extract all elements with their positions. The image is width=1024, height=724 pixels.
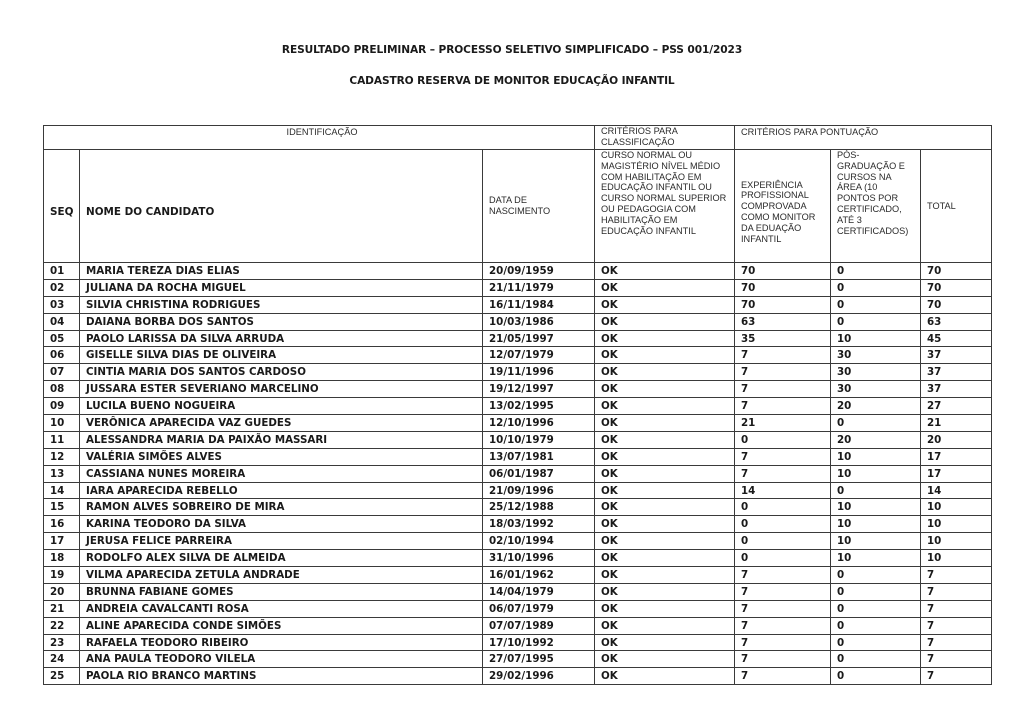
column-header-data: DATA DE NASCIMENTO xyxy=(483,150,595,263)
column-header-row xyxy=(44,150,992,263)
cell-experiencia: 7 xyxy=(735,381,831,398)
group-header-pontuacao: CRITÉRIOS PARA PONTUAÇÃO xyxy=(735,126,992,150)
cell-total: 17 xyxy=(921,465,992,482)
cell-seq: 02 xyxy=(44,279,80,296)
document-title: RESULTADO PRELIMINAR – PROCESSO SELETIVO SIMPLIFICADO – PSS 001/2023 xyxy=(281,44,743,56)
table-row xyxy=(44,567,992,584)
column-header-classificacao: CURSO NORMAL OU MAGISTÉRIO NÍVEL MÉDIO COM HABILITAÇÃO EM EDUCAÇÃO INFANTIL OU CURSO NORMAL SUPERIOR OU PEDAGOGIA COM HABILITAÇÃO EM EDUCAÇÃO INFANTIL xyxy=(595,150,735,263)
cell-classificacao: OK xyxy=(595,364,735,381)
cell-data: 10/10/1979 xyxy=(483,431,595,448)
cell-data: 12/10/1996 xyxy=(483,415,595,432)
cell-seq: 08 xyxy=(44,381,80,398)
cell-data: 20/09/1959 xyxy=(483,263,595,280)
cell-classificacao: OK xyxy=(595,263,735,280)
table-row xyxy=(44,364,992,381)
cell-pos: 10 xyxy=(831,448,921,465)
cell-data: 13/07/1981 xyxy=(483,448,595,465)
table-row xyxy=(44,448,992,465)
cell-data: 17/10/1992 xyxy=(483,634,595,651)
cell-total: 14 xyxy=(921,482,992,499)
cell-data: 13/02/1995 xyxy=(483,398,595,415)
cell-seq: 13 xyxy=(44,465,80,482)
cell-experiencia: 0 xyxy=(735,550,831,567)
cell-pos: 0 xyxy=(831,279,921,296)
cell-seq: 01 xyxy=(44,263,80,280)
cell-experiencia: 7 xyxy=(735,668,831,685)
table-row xyxy=(44,465,992,482)
cell-pos: 0 xyxy=(831,415,921,432)
cell-total: 37 xyxy=(921,381,992,398)
cell-nome: PAOLO LARISSA DA SILVA ARRUDA xyxy=(80,330,483,347)
cell-data: 19/11/1996 xyxy=(483,364,595,381)
cell-pos: 30 xyxy=(831,347,921,364)
cell-seq: 06 xyxy=(44,347,80,364)
cell-classificacao: OK xyxy=(595,516,735,533)
cell-experiencia: 7 xyxy=(735,583,831,600)
cell-classificacao: OK xyxy=(595,313,735,330)
cell-total: 10 xyxy=(921,533,992,550)
cell-nome: VILMA APARECIDA ZETULA ANDRADE xyxy=(80,567,483,584)
cell-nome: RAFAELA TEODORO RIBEIRO xyxy=(80,634,483,651)
cell-classificacao: OK xyxy=(595,482,735,499)
cell-experiencia: 0 xyxy=(735,431,831,448)
cell-experiencia: 70 xyxy=(735,296,831,313)
table-row xyxy=(44,347,992,364)
cell-experiencia: 7 xyxy=(735,651,831,668)
cell-seq: 25 xyxy=(44,668,80,685)
cell-data: 21/05/1997 xyxy=(483,330,595,347)
cell-seq: 09 xyxy=(44,398,80,415)
cell-total: 7 xyxy=(921,651,992,668)
cell-classificacao: OK xyxy=(595,296,735,313)
cell-nome: IARA APARECIDA REBELLO xyxy=(80,482,483,499)
cell-pos: 0 xyxy=(831,313,921,330)
cell-experiencia: 0 xyxy=(735,516,831,533)
cell-nome: MARIA TEREZA DIAS ELIAS xyxy=(80,263,483,280)
cell-classificacao: OK xyxy=(595,499,735,516)
cell-nome: JERUSA FELICE PARREIRA xyxy=(80,533,483,550)
cell-total: 7 xyxy=(921,668,992,685)
cell-experiencia: 70 xyxy=(735,263,831,280)
cell-pos: 0 xyxy=(831,617,921,634)
table-row xyxy=(44,398,992,415)
group-header-classificacao: CRITÉRIOS PARA CLASSIFICAÇÃO xyxy=(595,126,735,150)
results-table xyxy=(43,125,992,685)
cell-experiencia: 35 xyxy=(735,330,831,347)
cell-nome: JULIANA DA ROCHA MIGUEL xyxy=(80,279,483,296)
cell-nome: RODOLFO ALEX SILVA DE ALMEIDA xyxy=(80,550,483,567)
table-row xyxy=(44,296,992,313)
cell-classificacao: OK xyxy=(595,465,735,482)
cell-classificacao: OK xyxy=(595,651,735,668)
cell-seq: 03 xyxy=(44,296,80,313)
cell-total: 37 xyxy=(921,364,992,381)
cell-experiencia: 63 xyxy=(735,313,831,330)
cell-seq: 22 xyxy=(44,617,80,634)
cell-experiencia: 7 xyxy=(735,617,831,634)
table-row xyxy=(44,381,992,398)
cell-total: 7 xyxy=(921,600,992,617)
cell-pos: 0 xyxy=(831,668,921,685)
cell-classificacao: OK xyxy=(595,448,735,465)
table-row xyxy=(44,583,992,600)
cell-total: 7 xyxy=(921,634,992,651)
table-row xyxy=(44,651,992,668)
cell-pos: 10 xyxy=(831,499,921,516)
table-row xyxy=(44,617,992,634)
table-row xyxy=(44,415,992,432)
cell-data: 29/02/1996 xyxy=(483,668,595,685)
cell-data: 31/10/1996 xyxy=(483,550,595,567)
cell-data: 21/11/1979 xyxy=(483,279,595,296)
cell-total: 63 xyxy=(921,313,992,330)
cell-pos: 10 xyxy=(831,550,921,567)
cell-seq: 04 xyxy=(44,313,80,330)
cell-seq: 15 xyxy=(44,499,80,516)
cell-total: 45 xyxy=(921,330,992,347)
cell-nome: ANA PAULA TEODORO VILELA xyxy=(80,651,483,668)
table-row xyxy=(44,550,992,567)
cell-data: 06/07/1979 xyxy=(483,600,595,617)
cell-nome: VALÉRIA SIMÕES ALVES xyxy=(80,448,483,465)
cell-classificacao: OK xyxy=(595,600,735,617)
cell-total: 7 xyxy=(921,567,992,584)
cell-experiencia: 7 xyxy=(735,634,831,651)
cell-pos: 0 xyxy=(831,482,921,499)
cell-total: 70 xyxy=(921,296,992,313)
cell-nome: CINTIA MARIA DOS SANTOS CARDOSO xyxy=(80,364,483,381)
cell-experiencia: 7 xyxy=(735,567,831,584)
cell-total: 10 xyxy=(921,499,992,516)
cell-seq: 11 xyxy=(44,431,80,448)
cell-classificacao: OK xyxy=(595,668,735,685)
cell-pos: 0 xyxy=(831,600,921,617)
cell-experiencia: 21 xyxy=(735,415,831,432)
cell-experiencia: 7 xyxy=(735,347,831,364)
table-row xyxy=(44,533,992,550)
cell-data: 12/07/1979 xyxy=(483,347,595,364)
cell-nome: ALINE APARECIDA CONDE SIMÕES xyxy=(80,617,483,634)
table-row xyxy=(44,279,992,296)
cell-total: 17 xyxy=(921,448,992,465)
cell-data: 18/03/1992 xyxy=(483,516,595,533)
cell-total: 10 xyxy=(921,516,992,533)
cell-nome: ANDREIA CAVALCANTI ROSA xyxy=(80,600,483,617)
table-row xyxy=(44,668,992,685)
cell-seq: 16 xyxy=(44,516,80,533)
cell-classificacao: OK xyxy=(595,431,735,448)
cell-total: 10 xyxy=(921,550,992,567)
cell-pos: 0 xyxy=(831,583,921,600)
cell-pos: 0 xyxy=(831,634,921,651)
cell-nome: SILVIA CHRISTINA RODRIGUES xyxy=(80,296,483,313)
document-subtitle: CADASTRO RESERVA DE MONITOR EDUCAÇÃO INFANTIL xyxy=(349,75,675,87)
column-header-pos: PÓS-GRADUAÇÃO E CURSOS NA ÁREA (10 PONTOS POR CERTIFICADO, ATÉ 3 CERTIFICADOS) xyxy=(831,150,921,263)
table-row xyxy=(44,431,992,448)
cell-seq: 12 xyxy=(44,448,80,465)
column-header-seq: SEQ xyxy=(44,150,80,263)
cell-nome: LUCILA BUENO NOGUEIRA xyxy=(80,398,483,415)
table-row xyxy=(44,516,992,533)
cell-pos: 20 xyxy=(831,431,921,448)
cell-data: 02/10/1994 xyxy=(483,533,595,550)
table-row xyxy=(44,263,992,280)
cell-pos: 10 xyxy=(831,465,921,482)
cell-total: 7 xyxy=(921,583,992,600)
cell-total: 7 xyxy=(921,617,992,634)
cell-experiencia: 70 xyxy=(735,279,831,296)
cell-data: 19/12/1997 xyxy=(483,381,595,398)
cell-experiencia: 7 xyxy=(735,465,831,482)
cell-nome: JUSSARA ESTER SEVERIANO MARCELINO xyxy=(80,381,483,398)
cell-total: 70 xyxy=(921,279,992,296)
cell-seq: 07 xyxy=(44,364,80,381)
cell-data: 25/12/1988 xyxy=(483,499,595,516)
cell-total: 37 xyxy=(921,347,992,364)
cell-pos: 0 xyxy=(831,567,921,584)
cell-pos: 0 xyxy=(831,651,921,668)
cell-pos: 10 xyxy=(831,330,921,347)
cell-pos: 30 xyxy=(831,364,921,381)
cell-seq: 18 xyxy=(44,550,80,567)
cell-seq: 24 xyxy=(44,651,80,668)
group-header-identificacao: IDENTIFICAÇÃO xyxy=(44,126,595,150)
cell-classificacao: OK xyxy=(595,398,735,415)
cell-classificacao: OK xyxy=(595,583,735,600)
cell-classificacao: OK xyxy=(595,415,735,432)
cell-nome: BRUNNA FABIANE GOMES xyxy=(80,583,483,600)
cell-experiencia: 7 xyxy=(735,398,831,415)
cell-seq: 14 xyxy=(44,482,80,499)
cell-classificacao: OK xyxy=(595,381,735,398)
group-header-row xyxy=(44,126,992,150)
cell-data: 27/07/1995 xyxy=(483,651,595,668)
cell-experiencia: 7 xyxy=(735,600,831,617)
table-row xyxy=(44,313,992,330)
cell-nome: KARINA TEODORO DA SILVA xyxy=(80,516,483,533)
cell-experiencia: 7 xyxy=(735,448,831,465)
cell-total: 21 xyxy=(921,415,992,432)
cell-seq: 23 xyxy=(44,634,80,651)
cell-nome: VERÔNICA APARECIDA VAZ GUEDES xyxy=(80,415,483,432)
cell-pos: 0 xyxy=(831,263,921,280)
table-row xyxy=(44,634,992,651)
cell-data: 06/01/1987 xyxy=(483,465,595,482)
cell-nome: RAMON ALVES SOBREIRO DE MIRA xyxy=(80,499,483,516)
table-row xyxy=(44,330,992,347)
cell-data: 16/01/1962 xyxy=(483,567,595,584)
cell-classificacao: OK xyxy=(595,330,735,347)
cell-classificacao: OK xyxy=(595,617,735,634)
cell-pos: 0 xyxy=(831,296,921,313)
cell-nome: ALESSANDRA MARIA DA PAIXÃO MASSARI xyxy=(80,431,483,448)
cell-seq: 20 xyxy=(44,583,80,600)
table-row xyxy=(44,499,992,516)
cell-pos: 20 xyxy=(831,398,921,415)
column-header-nome: NOME DO CANDIDATO xyxy=(80,150,483,263)
column-header-total: TOTAL xyxy=(921,150,992,263)
cell-pos: 10 xyxy=(831,533,921,550)
cell-nome: CASSIANA NUNES MOREIRA xyxy=(80,465,483,482)
cell-data: 16/11/1984 xyxy=(483,296,595,313)
cell-data: 07/07/1989 xyxy=(483,617,595,634)
cell-classificacao: OK xyxy=(595,533,735,550)
cell-seq: 19 xyxy=(44,567,80,584)
cell-data: 21/09/1996 xyxy=(483,482,595,499)
cell-seq: 10 xyxy=(44,415,80,432)
cell-pos: 10 xyxy=(831,516,921,533)
cell-experiencia: 0 xyxy=(735,499,831,516)
cell-seq: 21 xyxy=(44,600,80,617)
cell-classificacao: OK xyxy=(595,279,735,296)
cell-experiencia: 14 xyxy=(735,482,831,499)
cell-experiencia: 7 xyxy=(735,364,831,381)
column-header-experiencia: EXPERIÊNCIA PROFISSIONAL COMPROVADA COMO MONITOR DA EDUAÇÃO INFANTIL xyxy=(735,150,831,263)
table-row xyxy=(44,600,992,617)
cell-nome: DAIANA BORBA DOS SANTOS xyxy=(80,313,483,330)
cell-total: 20 xyxy=(921,431,992,448)
cell-nome: PAOLA RIO BRANCO MARTINS xyxy=(80,668,483,685)
cell-classificacao: OK xyxy=(595,567,735,584)
cell-data: 14/04/1979 xyxy=(483,583,595,600)
cell-experiencia: 0 xyxy=(735,533,831,550)
cell-classificacao: OK xyxy=(595,634,735,651)
cell-pos: 30 xyxy=(831,381,921,398)
cell-seq: 05 xyxy=(44,330,80,347)
cell-total: 27 xyxy=(921,398,992,415)
cell-seq: 17 xyxy=(44,533,80,550)
cell-classificacao: OK xyxy=(595,347,735,364)
cell-nome: GISELLE SILVA DIAS DE OLIVEIRA xyxy=(80,347,483,364)
cell-data: 10/03/1986 xyxy=(483,313,595,330)
cell-classificacao: OK xyxy=(595,550,735,567)
table-row xyxy=(44,482,992,499)
cell-total: 70 xyxy=(921,263,992,280)
